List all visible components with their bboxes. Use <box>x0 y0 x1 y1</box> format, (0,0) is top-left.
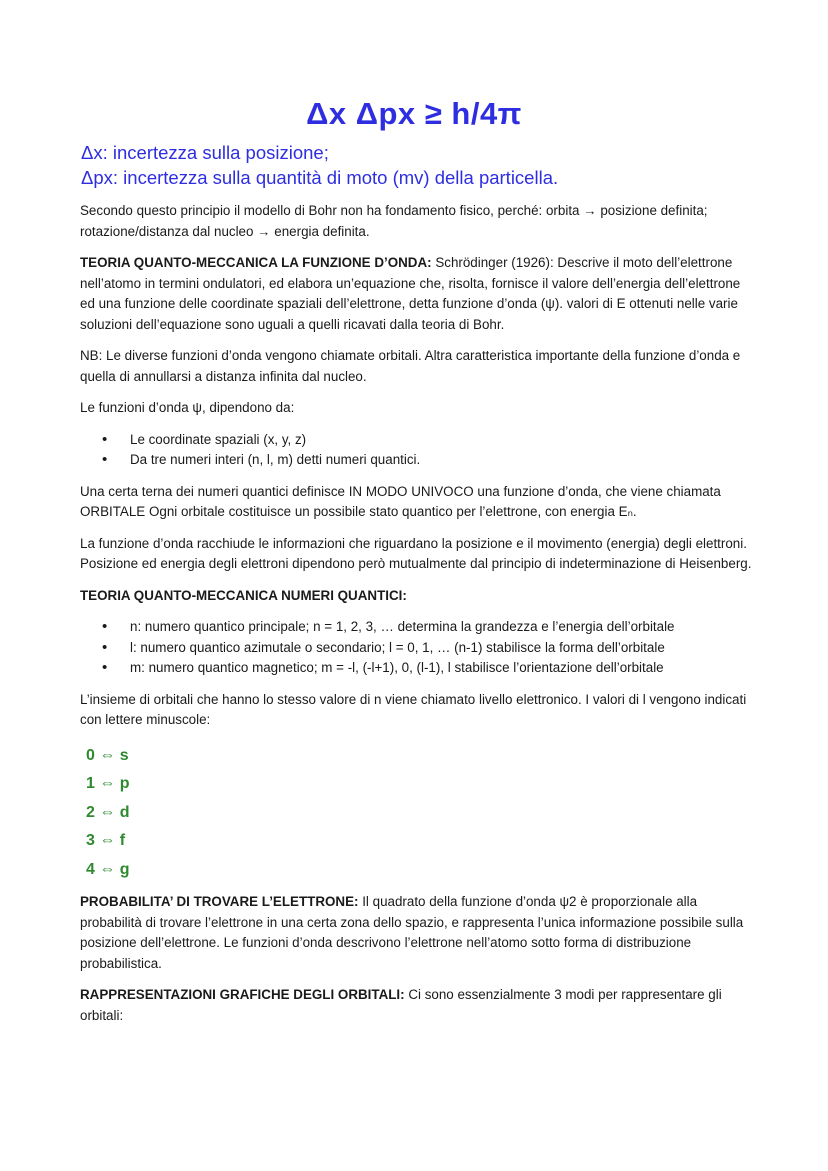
paragraph: Secondo questo principio il modello di Bohr non ha fondamento fisico, perché: orbita → posizione definita; rotazione/distanza dal nucleo → energia definita. <box>80 203 708 239</box>
list-item: • Da tre numeri interi (n, l, m) detti numeri quantici. <box>130 450 756 471</box>
paragraph-heading: RAPPRESENTAZIONI GRAFICHE DEGLI ORBITALI: <box>80 987 405 1002</box>
page-title: Δx Δpx ≥ h/4π <box>306 96 522 131</box>
quantum-number-mapping <box>86 742 756 885</box>
subtitle-line: Δx: incertezza sulla posizione; <box>81 142 329 163</box>
paragraph: L’insieme di orbitali che hanno lo stesso valore di n viene chiamato livello elettronico. I valori di l vengono indicati con lettere minuscole: <box>80 691 747 727</box>
paragraph <box>80 985 756 1026</box>
body-content <box>80 201 756 1037</box>
paragraph <box>80 892 756 974</box>
mapping-row: 2 ⇔ d <box>86 803 130 821</box>
bullet-list <box>80 617 756 679</box>
paragraph-text: Il quadrato della funzione d’onda ψ2 è proporzionale alla probabilità di trovare l’elettrone in una certa zona dello spazio, e rappresenta l’unica informazione possibile sulla posizione dell’elettrone. Le funzioni d’onda descrivono l’elettrone nell’atomo sotto forma di distribuzione probabilistica. <box>80 894 744 971</box>
paragraph: Le funzioni d’onda ψ, dipendono da: <box>80 400 295 415</box>
paragraph-text: Ci sono essenzialmente 3 modi per rappresentare gli orbitali: <box>80 987 722 1023</box>
list-item: • Le coordinate spaziali (x, y, z) <box>130 430 756 451</box>
paragraph: La funzione d’onda racchiude le informazioni che riguardano la posizione e il movimento (energia) degli elettroni. Posizione ed energia degli elettroni dipendono però mutualmente dal principio di indeterminazione di Heisenberg. <box>80 535 752 571</box>
subtitle-line: Δpx: incertezza sulla quantità di moto (mv) della particella. <box>81 167 559 188</box>
mapping-row: 3 ⇔ f <box>86 832 126 849</box>
paragraph-heading: PROBABILITA’ DI TROVARE L’ELETTRONE: <box>80 894 359 909</box>
paragraph-text: Schrödinger (1926): Descrive il moto dell’elettrone nell’atomo in termini ondulatori, ed elabora un’equazione che, risolta, fornisce il valore dell’energia dell’elettrone ed una funzione delle coordinate spaziali dell’elettrone, detta funzione d’onda (ψ). valori di E ottenuti nelle varie soluzioni dell’equazione sono uguali a quelli ricavati dalla teoria di Bohr. <box>80 255 741 332</box>
list-item: • n: numero quantico principale; n = 1, 2, 3, … determina la grandezza e l’energia dell’orbitale <box>130 617 756 638</box>
paragraph <box>80 253 756 335</box>
paragraph: NB: Le diverse funzioni d’onda vengono chiamate orbitali. Altra caratteristica importante della funzione d’onda e quella di annullarsi a distanza infinita dal nucleo. <box>80 348 741 384</box>
list-item: • m: numero quantico magnetico; m = -l, (-l+1), 0, (l-1), l stabilisce l’orientazione dell’orbitale <box>130 658 756 679</box>
subtitle-block <box>81 140 558 190</box>
paragraph: Una certa terna dei numeri quantici definisce IN MODO UNIVOCO una funzione d’onda, che viene chiamata ORBITALE Ogni orbitale costituisce un possibile stato quantico per l’elettrone, con energia Eₙ. <box>80 483 721 519</box>
mapping-row: 4 ⇔ g <box>86 860 130 878</box>
mapping-row: 1 ⇔ p <box>86 775 130 792</box>
bullet-list <box>80 430 756 471</box>
mapping-row: 0 ⇔ s <box>86 746 129 764</box>
list-item: • l: numero quantico azimutale o secondario; l = 0, 1, … (n-1) stabilisce la forma dell’orbitale <box>130 638 756 659</box>
paragraph-heading: TEORIA QUANTO-MECCANICA LA FUNZIONE D’ONDA: <box>80 255 432 270</box>
section-heading: TEORIA QUANTO-MECCANICA NUMERI QUANTICI: <box>80 587 407 603</box>
